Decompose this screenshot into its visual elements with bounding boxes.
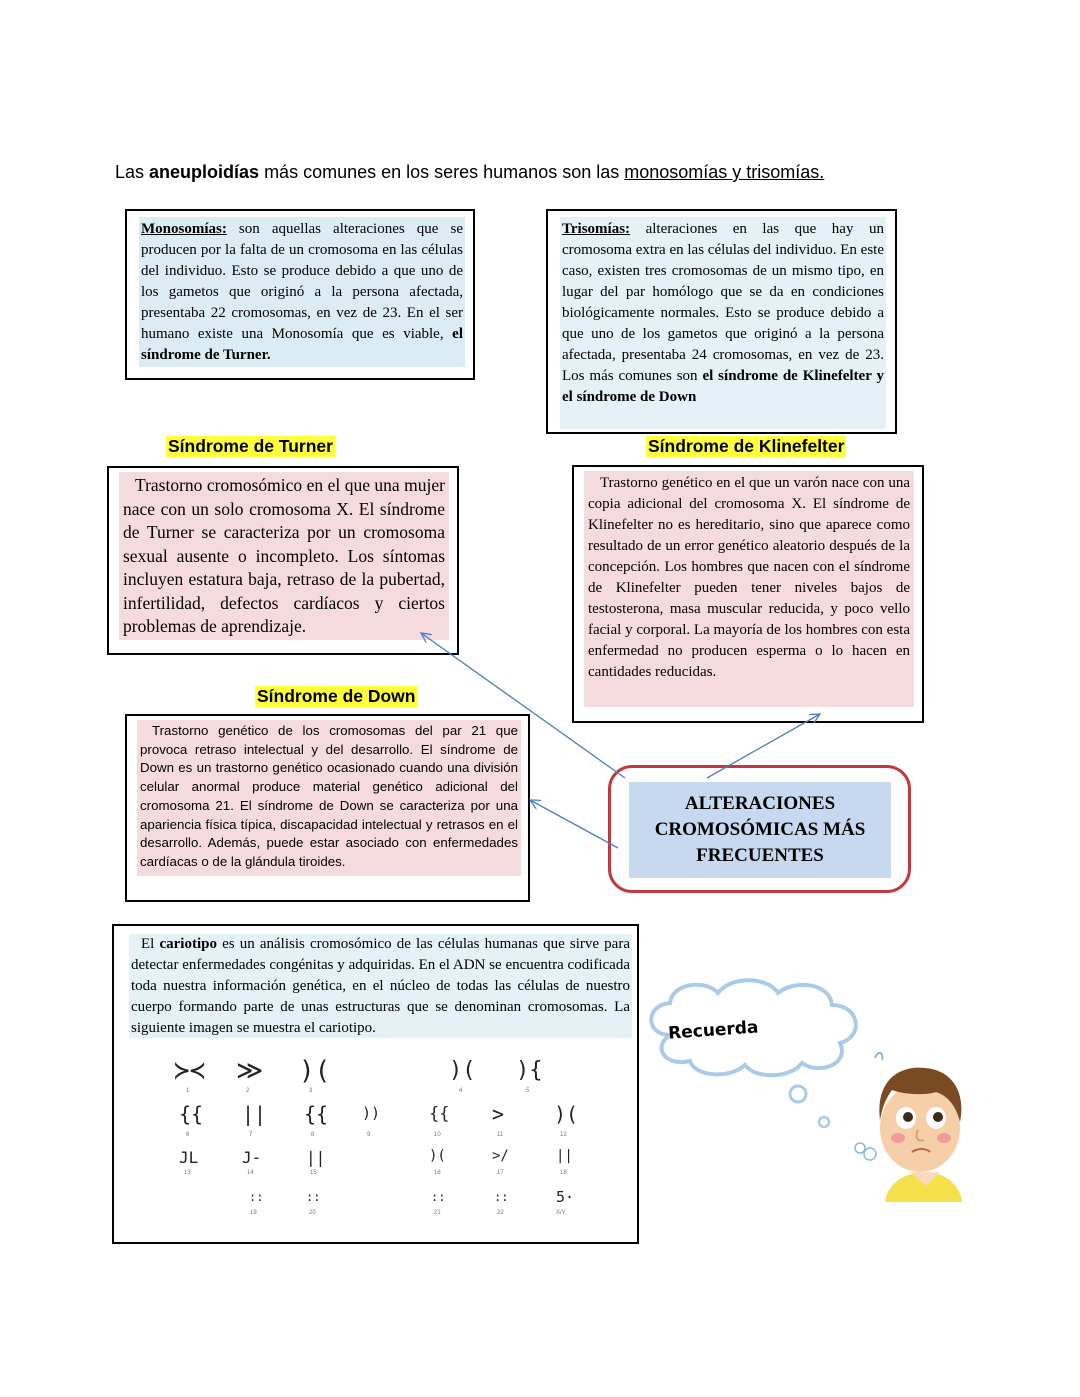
karyotype-number: 15 <box>310 1170 317 1176</box>
chromosome-pair: ≻≺ <box>174 1056 206 1086</box>
chromosome-pair: ≫ <box>236 1056 264 1086</box>
chromosome-pair: :: <box>306 1190 321 1204</box>
karyotype-number: 18 <box>560 1170 567 1176</box>
chromosome-pair: )( <box>449 1058 476 1083</box>
karyotype-number: 6 <box>186 1132 190 1138</box>
turner-heading: Síndrome de Turner <box>168 436 333 456</box>
karyotype-number: 4 <box>459 1088 463 1094</box>
down-heading: Síndrome de Down <box>257 686 416 706</box>
karyotype-number: 11 <box>497 1132 504 1138</box>
karyotype-number: 22 <box>497 1210 504 1216</box>
intro-bold: aneuploidías <box>149 162 260 182</box>
chromosome-pair: > <box>492 1102 505 1126</box>
chromosome-pair: )( <box>554 1102 579 1126</box>
chromosome-pair: :: <box>431 1190 446 1204</box>
karyotype-number: 2 <box>246 1088 250 1094</box>
center-concept-title: ALTERACIONES CROMOSÓMICAS MÁS FRECUENTES <box>629 782 891 878</box>
karyotype-number: 17 <box>497 1170 504 1176</box>
karyotype-image <box>154 1056 594 1226</box>
chromosome-pair: )) <box>362 1104 381 1122</box>
cariotipo-box <box>112 924 639 1244</box>
klinefelter-text: Trastorno genético en el que un varón nace con una copia adicional del cromosoma X. El síndrome de Klinefelter no es hereditario, sino que aparece como resultado de un error genético aleatorio después de la concepción. Los hombres que nacen con el síndrome de Klinefelter pueden tener niveles bajos de testosterona, masa muscular reducida, y poco vello facial y corporal. La mayoría de los hombres con esta enfermedad no producen esperma o lo hacen en cantidades reducidas. <box>584 471 914 707</box>
monosomias-bold-end: el síndrome de Turner. <box>141 326 463 363</box>
karyotype-number: 1 <box>186 1088 190 1094</box>
arrow-to-turner <box>421 633 625 778</box>
thinking-boy-illustration <box>840 1050 970 1202</box>
chromosome-pair: ){ <box>516 1058 543 1083</box>
chromosome-pair: {{ <box>179 1102 204 1126</box>
thought-bubbles <box>780 1078 840 1128</box>
karyotype-number: 7 <box>249 1132 253 1138</box>
karyotype-number: 9 <box>367 1132 371 1138</box>
karyotype-number: 19 <box>250 1210 257 1216</box>
chromosome-pair: || <box>556 1148 573 1164</box>
chromosome-pair: :: <box>249 1190 264 1204</box>
karyotype-number: 16 <box>434 1170 441 1176</box>
chromosome-pair: {{ <box>304 1102 329 1126</box>
arrow-to-down <box>530 800 618 848</box>
karyotype-number: 5 <box>526 1088 530 1094</box>
recuerda-label: Recuerda <box>667 1017 760 1044</box>
intro-middle: más comunes en los seres humanos son las <box>259 162 625 182</box>
karyotype-number: X/Y <box>556 1210 566 1216</box>
karyotype-number: 3 <box>309 1088 313 1094</box>
karyotype-number: 21 <box>434 1210 441 1216</box>
chromosome-pair: {{ <box>429 1104 450 1124</box>
chromosome-pair: :: <box>494 1190 509 1204</box>
trisomias-term: Trisomías: <box>562 221 631 237</box>
trisomias-body: alteraciones en las que hay un cromosoma extra en las células del individuo. En este caso, existen tres cromosomas de un mismo tipo, en lugar del par homólogo que se da en condiciones biológicamente normales. Esto se produce debido a que uno de los gametos que originó a la persona afectada, presentaba 24 cromosomas, en vez de 23. Los más comunes son <box>562 221 884 384</box>
cariotipo-prefix: El <box>141 936 160 952</box>
turner-text: Trastorno cromosómico en el que una mujer nace con un solo cromosoma X. El síndrome de Turner se caracteriza por un cromosoma sexual ausente o incompleto. Los síntomas incluyen estatura baja, retraso de la pubertad, infertilidad, defectos cardíacos y ciertos problemas de aprendizaje. <box>119 472 449 640</box>
monosomias-body: son aquellas alteraciones que se producen por la falta de un cromosoma en las células del individuo. Esto se produce debido a que uno de los gametos que originó a la persona afectada, presentaba 22 cromosomas, en vez de 23. En el ser humano existe una Monosomía que es viable, <box>141 221 463 342</box>
chromosome-pair: )( <box>429 1148 446 1164</box>
karyotype-number: 13 <box>184 1170 191 1176</box>
karyotype-number: 8 <box>311 1132 315 1138</box>
chromosome-pair: J- <box>242 1148 262 1167</box>
chromosome-pair: >/ <box>492 1148 509 1164</box>
karyotype-number: 14 <box>247 1170 254 1176</box>
arrow-to-klinefelter <box>707 714 820 778</box>
cariotipo-text <box>129 934 632 1038</box>
klinefelter-heading: Síndrome de Klinefelter <box>648 436 845 456</box>
chromosome-pair: || <box>242 1102 267 1126</box>
karyotype-number: 10 <box>434 1132 441 1138</box>
monosomias-term: Monosomías: <box>141 221 227 237</box>
thought-cloud <box>640 975 870 1085</box>
cariotipo-body: es un análisis cromosómico de las células humanas que sirve para detectar enfermedades congénitas y adquiridas. En el ADN se encuentra codificada toda nuestra información genética, en el núcleo de todas las células de nuestro cuerpo formando parte de unas estructuras que se denominan cromosomas. La siguiente imagen se muestra el cariotipo. <box>131 936 630 1036</box>
karyotype-number: 12 <box>560 1132 567 1138</box>
trisomias-bold-end: el síndrome de Klinefelter y el síndrome de Down <box>562 368 884 405</box>
down-text: Trastorno genético de los cromosomas del par 21 que provoca retraso intelectual y del desarrollo. El síndrome de Down es un trastorno genético ocasionado cuando una división celular anormal produce material genético adicional del cromosoma 21. El síndrome de Down se caracteriza por una apariencia física típica, discapacidad intelectual y retrasos en el desarrollo. Además, puede estar asociado con enfermedades cardíacas o de la glándula tiroides. <box>137 720 521 876</box>
chromosome-pair: )( <box>299 1056 331 1086</box>
intro-underlined: monosomías y trisomías. <box>624 162 825 182</box>
chromosome-pair: 5· <box>556 1188 575 1206</box>
karyotype-number: 20 <box>309 1210 316 1216</box>
intro-prefix: Las <box>115 162 150 182</box>
cariotipo-bold: cariotipo <box>159 936 217 952</box>
chromosome-pair: || <box>306 1148 326 1167</box>
chromosome-pair: JL <box>179 1148 199 1167</box>
